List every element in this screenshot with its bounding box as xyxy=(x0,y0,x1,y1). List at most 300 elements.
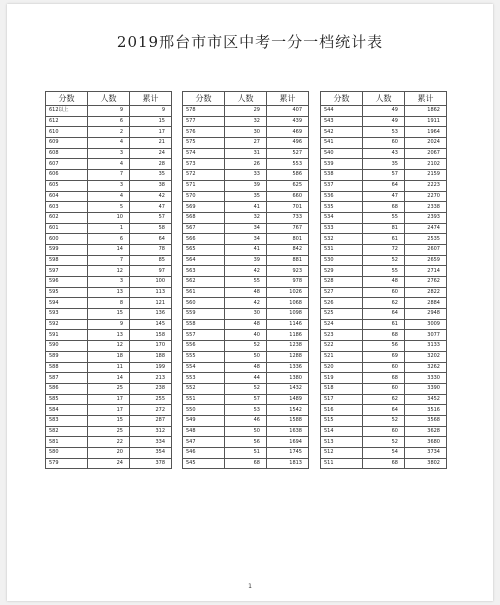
count-cell: 69 xyxy=(363,351,405,362)
count-cell: 46 xyxy=(225,415,267,426)
table-row xyxy=(46,298,172,309)
table-row xyxy=(321,138,447,149)
count-cell: 48 xyxy=(363,277,405,288)
cumulative-cell: 2474 xyxy=(405,223,447,234)
table-row xyxy=(321,244,447,255)
score-cell: 512 xyxy=(321,448,363,459)
table-row xyxy=(46,437,172,448)
table-row xyxy=(321,223,447,234)
count-cell: 35 xyxy=(225,191,267,202)
score-cell: 550 xyxy=(183,405,225,416)
score-cell: 612以上 xyxy=(46,106,88,117)
table-row xyxy=(183,287,309,298)
score-cell: 572 xyxy=(183,170,225,181)
cumulative-cell: 2822 xyxy=(405,287,447,298)
count-cell: 35 xyxy=(363,159,405,170)
count-cell: 13 xyxy=(88,330,130,341)
count-cell: 2 xyxy=(88,127,130,138)
score-cell: 564 xyxy=(183,255,225,266)
table-row xyxy=(321,170,447,181)
score-cell: 529 xyxy=(321,266,363,277)
table-row xyxy=(183,309,309,320)
table-row xyxy=(183,148,309,159)
cumulative-cell: 2607 xyxy=(405,244,447,255)
score-cell: 562 xyxy=(183,277,225,288)
table-row xyxy=(321,448,447,459)
table-row xyxy=(183,394,309,405)
cumulative-cell: 496 xyxy=(267,138,309,149)
table-row xyxy=(46,244,172,255)
cumulative-cell: 660 xyxy=(267,191,309,202)
count-cell: 53 xyxy=(363,127,405,138)
table-row xyxy=(46,394,172,405)
cumulative-cell: 1380 xyxy=(267,373,309,384)
count-cell: 52 xyxy=(225,341,267,352)
table-row xyxy=(46,405,172,416)
score-cell: 598 xyxy=(46,255,88,266)
count-cell: 14 xyxy=(88,244,130,255)
cumulative-cell: 24 xyxy=(130,148,172,159)
score-cell: 553 xyxy=(183,373,225,384)
table-row xyxy=(321,159,447,170)
cumulative-cell: 58 xyxy=(130,223,172,234)
table-row xyxy=(46,255,172,266)
score-table-3 xyxy=(320,91,447,469)
table-row xyxy=(183,351,309,362)
score-cell: 520 xyxy=(321,362,363,373)
score-cell: 593 xyxy=(46,309,88,320)
score-cell: 546 xyxy=(183,448,225,459)
count-cell: 57 xyxy=(225,394,267,405)
cumulative-cell: 2884 xyxy=(405,298,447,309)
table-row xyxy=(321,426,447,437)
cumulative-cell: 85 xyxy=(130,255,172,266)
count-cell: 68 xyxy=(225,458,267,469)
score-cell: 535 xyxy=(321,202,363,213)
cumulative-cell: 3390 xyxy=(405,383,447,394)
score-cell: 569 xyxy=(183,202,225,213)
page-number: 1 xyxy=(248,583,252,590)
cumulative-cell: 801 xyxy=(267,234,309,245)
cumulative-cell: 469 xyxy=(267,127,309,138)
count-cell: 44 xyxy=(225,373,267,384)
table-row xyxy=(183,159,309,170)
cumulative-cell: 3202 xyxy=(405,351,447,362)
score-cell: 561 xyxy=(183,287,225,298)
cumulative-cell: 3262 xyxy=(405,362,447,373)
score-cell: 551 xyxy=(183,394,225,405)
count-cell: 52 xyxy=(363,437,405,448)
count-cell: 4 xyxy=(88,138,130,149)
score-cell: 587 xyxy=(46,373,88,384)
table-row xyxy=(183,138,309,149)
count-cell: 26 xyxy=(225,159,267,170)
count-cell: 22 xyxy=(88,437,130,448)
score-cell: 582 xyxy=(46,426,88,437)
cumulative-cell: 9 xyxy=(130,106,172,117)
count-cell: 49 xyxy=(363,116,405,127)
count-cell: 10 xyxy=(88,212,130,223)
table-row xyxy=(321,127,447,138)
score-cell: 531 xyxy=(321,244,363,255)
table-row xyxy=(321,330,447,341)
count-cell: 41 xyxy=(225,202,267,213)
score-cell: 605 xyxy=(46,180,88,191)
table-row xyxy=(46,319,172,330)
cumulative-cell: 170 xyxy=(130,341,172,352)
count-cell: 25 xyxy=(88,426,130,437)
count-cell: 27 xyxy=(225,138,267,149)
cumulative-cell: 586 xyxy=(267,170,309,181)
score-cell: 519 xyxy=(321,373,363,384)
table-row xyxy=(46,191,172,202)
score-cell: 571 xyxy=(183,180,225,191)
count-cell: 25 xyxy=(88,383,130,394)
count-cell: 62 xyxy=(363,298,405,309)
table-row xyxy=(321,212,447,223)
table-row xyxy=(46,159,172,170)
table-row xyxy=(183,255,309,266)
count-cell: 9 xyxy=(88,106,130,117)
table-row xyxy=(183,116,309,127)
cumulative-cell: 3628 xyxy=(405,426,447,437)
count-cell: 68 xyxy=(363,330,405,341)
cumulative-cell: 272 xyxy=(130,405,172,416)
table-row xyxy=(46,223,172,234)
cumulative-cell: 1288 xyxy=(267,351,309,362)
score-cell: 566 xyxy=(183,234,225,245)
count-cell: 54 xyxy=(363,448,405,459)
count-cell: 47 xyxy=(363,191,405,202)
cumulative-cell: 255 xyxy=(130,394,172,405)
score-cell: 592 xyxy=(46,319,88,330)
header-count: 人数 xyxy=(88,92,130,106)
cumulative-cell: 3133 xyxy=(405,341,447,352)
table-row xyxy=(321,106,447,117)
table-row xyxy=(183,170,309,181)
table-row xyxy=(321,148,447,159)
cumulative-cell: 35 xyxy=(130,170,172,181)
cumulative-cell: 407 xyxy=(267,106,309,117)
cumulative-cell: 199 xyxy=(130,362,172,373)
score-cell: 607 xyxy=(46,159,88,170)
table-row xyxy=(183,180,309,191)
score-cell: 565 xyxy=(183,244,225,255)
cumulative-cell: 15 xyxy=(130,116,172,127)
count-cell: 49 xyxy=(363,106,405,117)
cumulative-cell: 1694 xyxy=(267,437,309,448)
score-cell: 514 xyxy=(321,426,363,437)
count-cell: 41 xyxy=(225,244,267,255)
count-cell: 13 xyxy=(88,287,130,298)
cumulative-cell: 3568 xyxy=(405,415,447,426)
score-cell: 609 xyxy=(46,138,88,149)
count-cell: 12 xyxy=(88,341,130,352)
count-cell: 64 xyxy=(363,405,405,416)
table-row xyxy=(46,362,172,373)
header-cumulative: 累计 xyxy=(267,92,309,106)
score-cell: 534 xyxy=(321,212,363,223)
table-row xyxy=(183,223,309,234)
cumulative-cell: 1026 xyxy=(267,287,309,298)
table-row xyxy=(183,127,309,138)
count-cell: 3 xyxy=(88,148,130,159)
cumulative-cell: 2159 xyxy=(405,170,447,181)
table-row xyxy=(46,426,172,437)
score-cell: 603 xyxy=(46,202,88,213)
count-cell: 34 xyxy=(225,223,267,234)
score-cell: 518 xyxy=(321,383,363,394)
cumulative-cell: 2102 xyxy=(405,159,447,170)
score-cell: 552 xyxy=(183,383,225,394)
cumulative-cell: 28 xyxy=(130,159,172,170)
score-cell: 579 xyxy=(46,458,88,469)
header-score: 分数 xyxy=(183,92,225,106)
cumulative-cell: 334 xyxy=(130,437,172,448)
score-cell: 560 xyxy=(183,298,225,309)
count-cell: 53 xyxy=(225,405,267,416)
table-row xyxy=(321,309,447,320)
cumulative-cell: 923 xyxy=(267,266,309,277)
table-row xyxy=(321,255,447,266)
table-row xyxy=(321,383,447,394)
cumulative-cell: 3734 xyxy=(405,448,447,459)
cumulative-cell: 527 xyxy=(267,148,309,159)
cumulative-cell: 3680 xyxy=(405,437,447,448)
table-row xyxy=(321,180,447,191)
count-cell: 68 xyxy=(363,202,405,213)
table-header-row xyxy=(183,92,309,106)
score-cell: 527 xyxy=(321,287,363,298)
score-cell: 557 xyxy=(183,330,225,341)
count-cell: 31 xyxy=(225,148,267,159)
score-cell: 522 xyxy=(321,341,363,352)
table-row xyxy=(46,415,172,426)
table-row xyxy=(46,234,172,245)
count-cell: 24 xyxy=(88,458,130,469)
table-row xyxy=(183,277,309,288)
score-cell: 580 xyxy=(46,448,88,459)
cumulative-cell: 2024 xyxy=(405,138,447,149)
table-header-row xyxy=(321,92,447,106)
score-cell: 606 xyxy=(46,170,88,181)
count-cell: 32 xyxy=(225,116,267,127)
score-cell: 521 xyxy=(321,351,363,362)
header-score: 分数 xyxy=(46,92,88,106)
table-row xyxy=(46,373,172,384)
score-cell: 548 xyxy=(183,426,225,437)
table-row xyxy=(321,341,447,352)
score-cell: 594 xyxy=(46,298,88,309)
count-cell: 6 xyxy=(88,234,130,245)
cumulative-cell: 17 xyxy=(130,127,172,138)
count-cell: 33 xyxy=(225,170,267,181)
score-cell: 570 xyxy=(183,191,225,202)
score-cell: 533 xyxy=(321,223,363,234)
score-cell: 576 xyxy=(183,127,225,138)
score-cell: 581 xyxy=(46,437,88,448)
count-cell: 62 xyxy=(363,394,405,405)
score-cell: 541 xyxy=(321,138,363,149)
cumulative-cell: 3009 xyxy=(405,319,447,330)
cumulative-cell: 136 xyxy=(130,309,172,320)
score-cell: 575 xyxy=(183,138,225,149)
count-cell: 60 xyxy=(363,287,405,298)
count-cell: 55 xyxy=(363,212,405,223)
cumulative-cell: 1336 xyxy=(267,362,309,373)
table-row xyxy=(183,244,309,255)
count-cell: 5 xyxy=(88,202,130,213)
cumulative-cell: 881 xyxy=(267,255,309,266)
score-table-1 xyxy=(45,91,172,469)
table-row xyxy=(183,426,309,437)
count-cell: 52 xyxy=(363,255,405,266)
cumulative-cell: 1068 xyxy=(267,298,309,309)
cumulative-cell: 439 xyxy=(267,116,309,127)
score-cell: 604 xyxy=(46,191,88,202)
count-cell: 48 xyxy=(225,287,267,298)
score-cell: 610 xyxy=(46,127,88,138)
cumulative-cell: 21 xyxy=(130,138,172,149)
cumulative-cell: 1098 xyxy=(267,309,309,320)
count-cell: 39 xyxy=(225,180,267,191)
cumulative-cell: 78 xyxy=(130,244,172,255)
table-row xyxy=(183,383,309,394)
table-row xyxy=(183,405,309,416)
table-row xyxy=(46,106,172,117)
cumulative-cell: 57 xyxy=(130,212,172,223)
count-cell: 57 xyxy=(363,170,405,181)
count-cell: 12 xyxy=(88,266,130,277)
cumulative-cell: 42 xyxy=(130,191,172,202)
count-cell: 3 xyxy=(88,180,130,191)
table-row xyxy=(321,191,447,202)
cumulative-cell: 1745 xyxy=(267,448,309,459)
cumulative-cell: 3452 xyxy=(405,394,447,405)
count-cell: 17 xyxy=(88,405,130,416)
count-cell: 30 xyxy=(225,127,267,138)
table-row xyxy=(183,106,309,117)
cumulative-cell: 47 xyxy=(130,202,172,213)
table-row xyxy=(321,394,447,405)
score-cell: 538 xyxy=(321,170,363,181)
score-cell: 524 xyxy=(321,319,363,330)
table-row xyxy=(46,127,172,138)
score-cell: 591 xyxy=(46,330,88,341)
cumulative-cell: 1542 xyxy=(267,405,309,416)
cumulative-cell: 312 xyxy=(130,426,172,437)
cumulative-cell: 767 xyxy=(267,223,309,234)
table-row xyxy=(183,266,309,277)
score-cell: 588 xyxy=(46,362,88,373)
table-row xyxy=(183,212,309,223)
cumulative-cell: 1146 xyxy=(267,319,309,330)
cumulative-cell: 1964 xyxy=(405,127,447,138)
cumulative-cell: 2393 xyxy=(405,212,447,223)
count-cell: 60 xyxy=(363,138,405,149)
table-row xyxy=(321,373,447,384)
table-row xyxy=(321,458,447,469)
count-cell: 48 xyxy=(225,362,267,373)
table-row xyxy=(183,373,309,384)
table-row xyxy=(183,319,309,330)
count-cell: 50 xyxy=(225,426,267,437)
cumulative-cell: 1638 xyxy=(267,426,309,437)
score-cell: 595 xyxy=(46,287,88,298)
cumulative-cell: 1588 xyxy=(267,415,309,426)
count-cell: 29 xyxy=(225,106,267,117)
cumulative-cell: 100 xyxy=(130,277,172,288)
cumulative-cell: 158 xyxy=(130,330,172,341)
table-row xyxy=(183,362,309,373)
table-row xyxy=(321,405,447,416)
count-cell: 40 xyxy=(225,330,267,341)
cumulative-cell: 1813 xyxy=(267,458,309,469)
count-cell: 64 xyxy=(363,309,405,320)
count-cell: 20 xyxy=(88,448,130,459)
count-cell: 50 xyxy=(225,351,267,362)
score-cell: 584 xyxy=(46,405,88,416)
score-cell: 567 xyxy=(183,223,225,234)
count-cell: 81 xyxy=(363,223,405,234)
cumulative-cell: 1238 xyxy=(267,341,309,352)
table-row xyxy=(321,362,447,373)
score-cell: 549 xyxy=(183,415,225,426)
count-cell: 52 xyxy=(225,383,267,394)
document-page xyxy=(7,4,493,601)
count-cell: 3 xyxy=(88,277,130,288)
table-row xyxy=(183,202,309,213)
count-cell: 61 xyxy=(363,319,405,330)
score-cell: 601 xyxy=(46,223,88,234)
count-cell: 15 xyxy=(88,415,130,426)
table-row xyxy=(46,138,172,149)
score-cell: 543 xyxy=(321,116,363,127)
score-cell: 559 xyxy=(183,309,225,320)
table-row xyxy=(183,415,309,426)
cumulative-cell: 842 xyxy=(267,244,309,255)
score-cell: 511 xyxy=(321,458,363,469)
header-score: 分数 xyxy=(321,92,363,106)
count-cell: 8 xyxy=(88,298,130,309)
score-cell: 554 xyxy=(183,362,225,373)
count-cell: 1 xyxy=(88,223,130,234)
count-cell: 4 xyxy=(88,159,130,170)
score-cell: 525 xyxy=(321,309,363,320)
table-row xyxy=(321,116,447,127)
cumulative-cell: 238 xyxy=(130,383,172,394)
cumulative-cell: 3077 xyxy=(405,330,447,341)
count-cell: 14 xyxy=(88,373,130,384)
cumulative-cell: 1432 xyxy=(267,383,309,394)
count-cell: 61 xyxy=(363,234,405,245)
count-cell: 30 xyxy=(225,309,267,320)
count-cell: 64 xyxy=(363,180,405,191)
count-cell: 32 xyxy=(225,212,267,223)
score-cell: 590 xyxy=(46,341,88,352)
score-cell: 526 xyxy=(321,298,363,309)
count-cell: 72 xyxy=(363,244,405,255)
score-cell: 537 xyxy=(321,180,363,191)
table-row xyxy=(321,437,447,448)
cumulative-cell: 188 xyxy=(130,351,172,362)
score-cell: 530 xyxy=(321,255,363,266)
score-cell: 532 xyxy=(321,234,363,245)
score-cell: 573 xyxy=(183,159,225,170)
score-cell: 578 xyxy=(183,106,225,117)
cumulative-cell: 121 xyxy=(130,298,172,309)
table-row xyxy=(183,191,309,202)
